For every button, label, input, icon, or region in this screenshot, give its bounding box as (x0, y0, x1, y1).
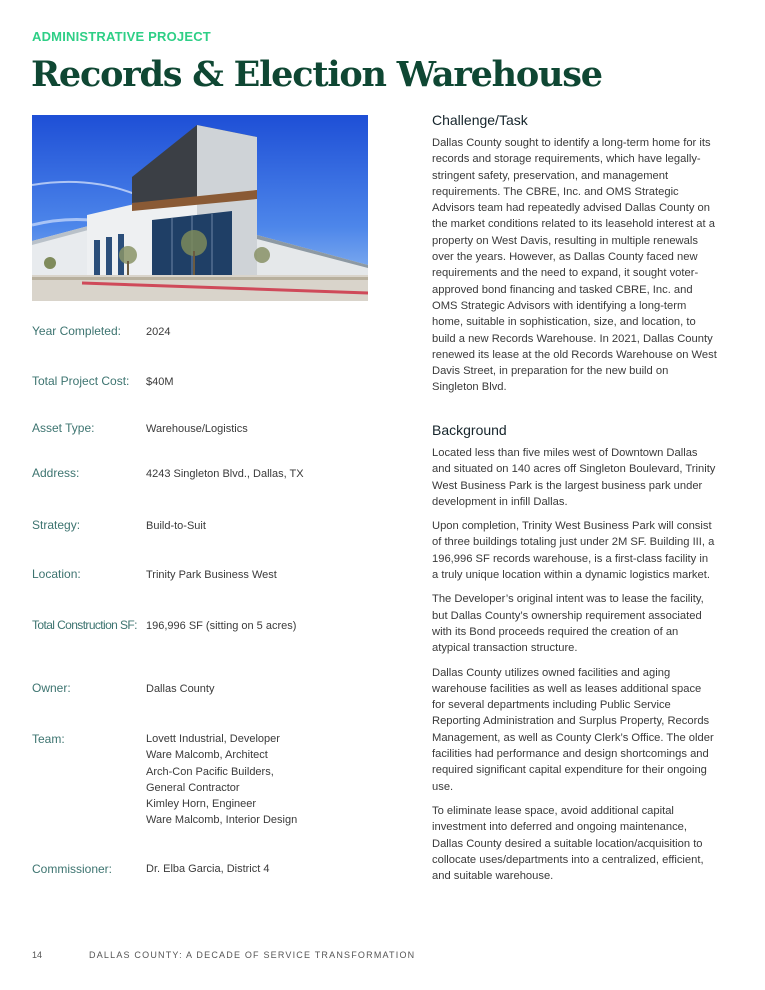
team-member: Ware Malcomb, Interior Design (146, 814, 298, 827)
footer-title: DALLAS COUNTY: A DECADE OF SERVICE TRANSFORMATION (89, 950, 416, 960)
eyebrow-label: ADMINISTRATIVE PROJECT (32, 29, 211, 44)
fact-value-location: Trinity Park Business West (146, 569, 277, 581)
fact-label-year-completed: Year Completed: (32, 324, 121, 338)
fact-label-total-construction-sf: Total Construction SF: (32, 618, 137, 632)
warehouse-photo (32, 115, 368, 301)
fact-value-strategy: Build-to-Suit (146, 520, 206, 532)
team-member: Arch-Con Pacific Builders, (146, 765, 274, 778)
fact-value-commissioner: Dr. Elba Garcia, District 4 (146, 863, 270, 875)
page-number: 14 (32, 950, 43, 960)
fact-value-year-completed: 2024 (146, 326, 171, 338)
challenge-section (432, 112, 717, 404)
fact-value-asset-type: Warehouse/Logistics (146, 423, 248, 435)
team-member: General Contractor (146, 781, 240, 794)
challenge-paragraph: Dallas County sought to identify a long-term home for its records and storage requirements, which have legally-stringent safety, preservation, and management requirements. The CBRE, Inc. and OMS Strategic Advisors team had repeatedly advised Dallas County on the market conditions related to its leasehold interest at a property on West Davis, resulting in multiple renewals over the years. However, as Dallas County faced new requirements and the need to expand, it sought voter-approved bond financing and tasked CBRE, Inc. and OMS Strategic Advisors with identifying a long-term home, suitable in sophistication, size, and location, to build a new Records Warehouse. In 2021, Dallas County renewed its lease at the old Records Warehouse on West Davis Street, in preparation for the new build on Singleton Blvd. (432, 137, 717, 394)
fact-label-asset-type: Asset Type: (32, 421, 95, 435)
team-member: Lovett Industrial, Developer (146, 733, 280, 745)
background-heading: Background (432, 422, 507, 438)
page-title: Records & Election Warehouse (31, 54, 602, 95)
fact-value-total-construction-sf: 196,996 SF (sitting on 5 acres) (146, 620, 297, 632)
fact-label-commissioner: Commissioner: (32, 862, 113, 876)
fact-label-total-project-cost: Total Project Cost: (32, 374, 130, 388)
challenge-heading: Challenge/Task (432, 112, 528, 128)
background-paragraph: The Developer’s original intent was to lease the facility, but Dallas County’s ownership requirement associated with its Bond proceeds required the creation of an atypical transaction structure. (432, 593, 704, 655)
fact-value-total-project-cost: $40M (146, 376, 174, 388)
fact-label-address: Address: (32, 466, 80, 480)
background-paragraph: Dallas County utilizes owned facilities and aging warehouse facilities as well as leases additional space for several departments including Public Service Reporting Administration and Surplus Property, Records Management, as well as County Clerk’s Office. The older facilities had performance and design shortcomings and required significant capital expenditure for their ongoing use. (432, 666, 714, 793)
fact-label-owner: Owner: (32, 681, 71, 695)
background-paragraph: To eliminate lease space, avoid additional capital investment into deferred and ongoing maintenance, Dallas County desired a suitable location/acquisition to collocate uses/departments into a centralized, efficient, and suitable warehouse. (432, 804, 704, 883)
background-paragraph: Located less than five miles west of Downtown Dallas and situated on 140 acres off Singleton Boulevard, Trinity West Business Park is the largest business park under development in infill Dallas. (432, 447, 716, 508)
fact-label-strategy: Strategy: (32, 518, 81, 532)
fact-label-location: Location: (32, 567, 81, 581)
fact-value-team (146, 731, 297, 829)
fact-value-owner: Dallas County (146, 683, 215, 695)
background-section (432, 422, 717, 892)
team-member: Kimley Horn, Engineer (146, 798, 257, 811)
team-member: Ware Malcomb, Architect (146, 749, 268, 762)
fact-label-team: Team: (32, 732, 65, 746)
background-paragraph: Upon completion, Trinity West Business Park will consist of three buildings totaling just under 2M SF. Building III, a 196,996 SF records warehouse, is a first-class facility in a truly unique location within a dynamic logistics market. (432, 520, 715, 582)
fact-value-address: 4243 Singleton Blvd., Dallas, TX (146, 468, 304, 480)
